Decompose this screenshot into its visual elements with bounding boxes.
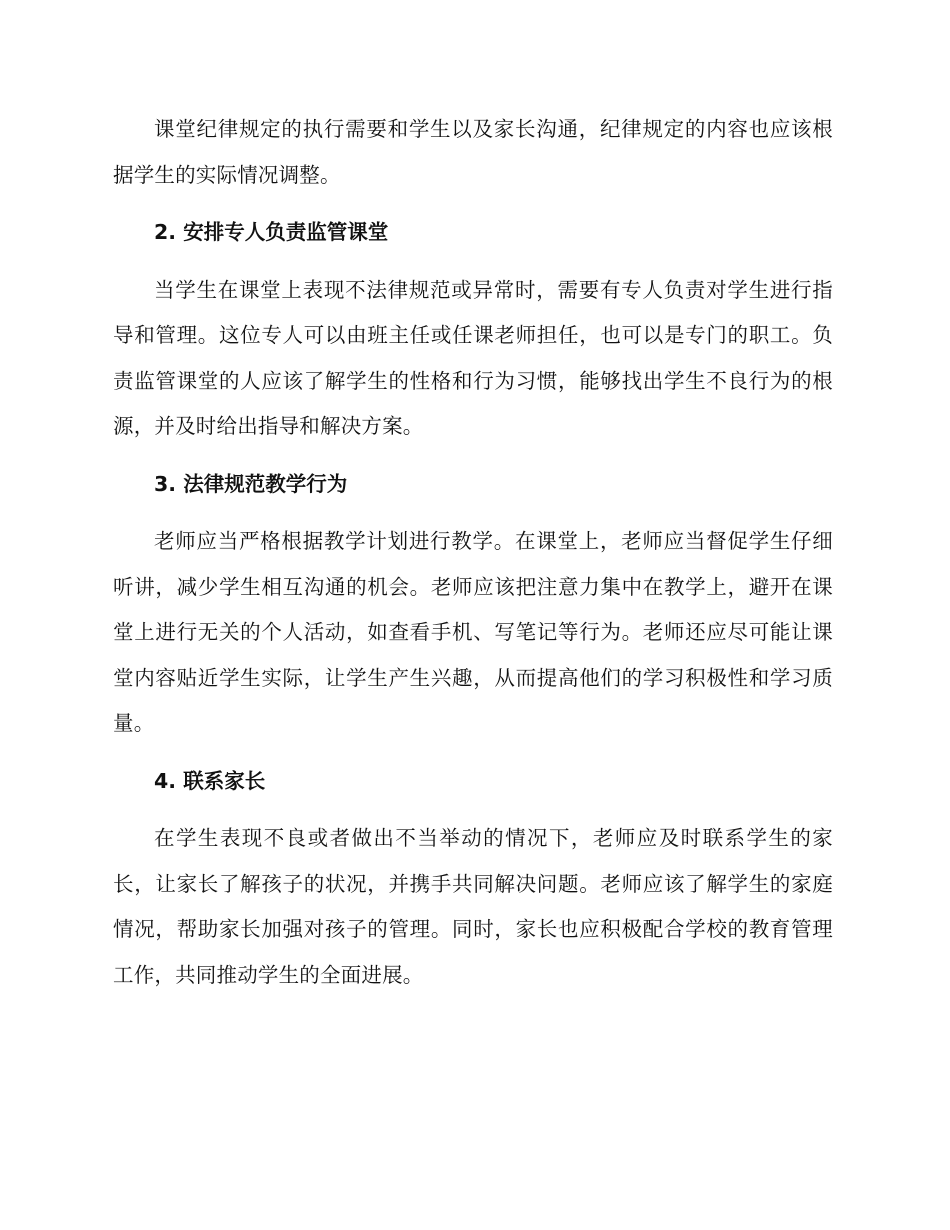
paragraph-teaching-behavior: 老师应当严格根据教学计划进行教学。在课堂上，老师应当督促学生仔细听讲，减少学生相互沟通的机会。老师应该把注意力集中在教学上，避开在课堂上进行无关的个人活动，如查看手机、写笔记等行为。老师还应尽可能让课堂内容贴近学生实际，让学生产生兴趣，从而提高他们的学习积极性和学习质量。	[113, 529, 833, 735]
paragraph-contact-parents: 在学生表现不良或者做出不当举动的情况下，老师应及时联系学生的家长，让家长了解孩子的状况，并携手共同解决问题。老师应该了解学生的家庭情况，帮助家长加强对孩子的管理。同时，家长也应积极配合学校的教育管理工作，共同推动学生的全面进展。	[113, 826, 833, 987]
paragraph-supervision: 当学生在课堂上表现不法律规范或异常时，需要有专人负责对学生进行指导和管理。这位专人可以由班主任或任课老师担任，也可以是专门的职工。负责监管课堂的人应该了解学生的性格和行为习惯，能够找出学生不良行为的根源，并及时给出指导和解决方案。	[113, 277, 833, 438]
section-heading-2: 2. 安排专人负责监管课堂	[154, 220, 389, 244]
paragraph-discipline-communication: 课堂纪律规定的执行需要和学生以及家长沟通，纪律规定的内容也应该根据学生的实际情况调整。	[113, 117, 833, 187]
section-heading-3: 3. 法律规范教学行为	[154, 471, 348, 496]
section-heading-4: 4. 联系家长	[154, 768, 266, 793]
document-body	[113, 107, 833, 998]
